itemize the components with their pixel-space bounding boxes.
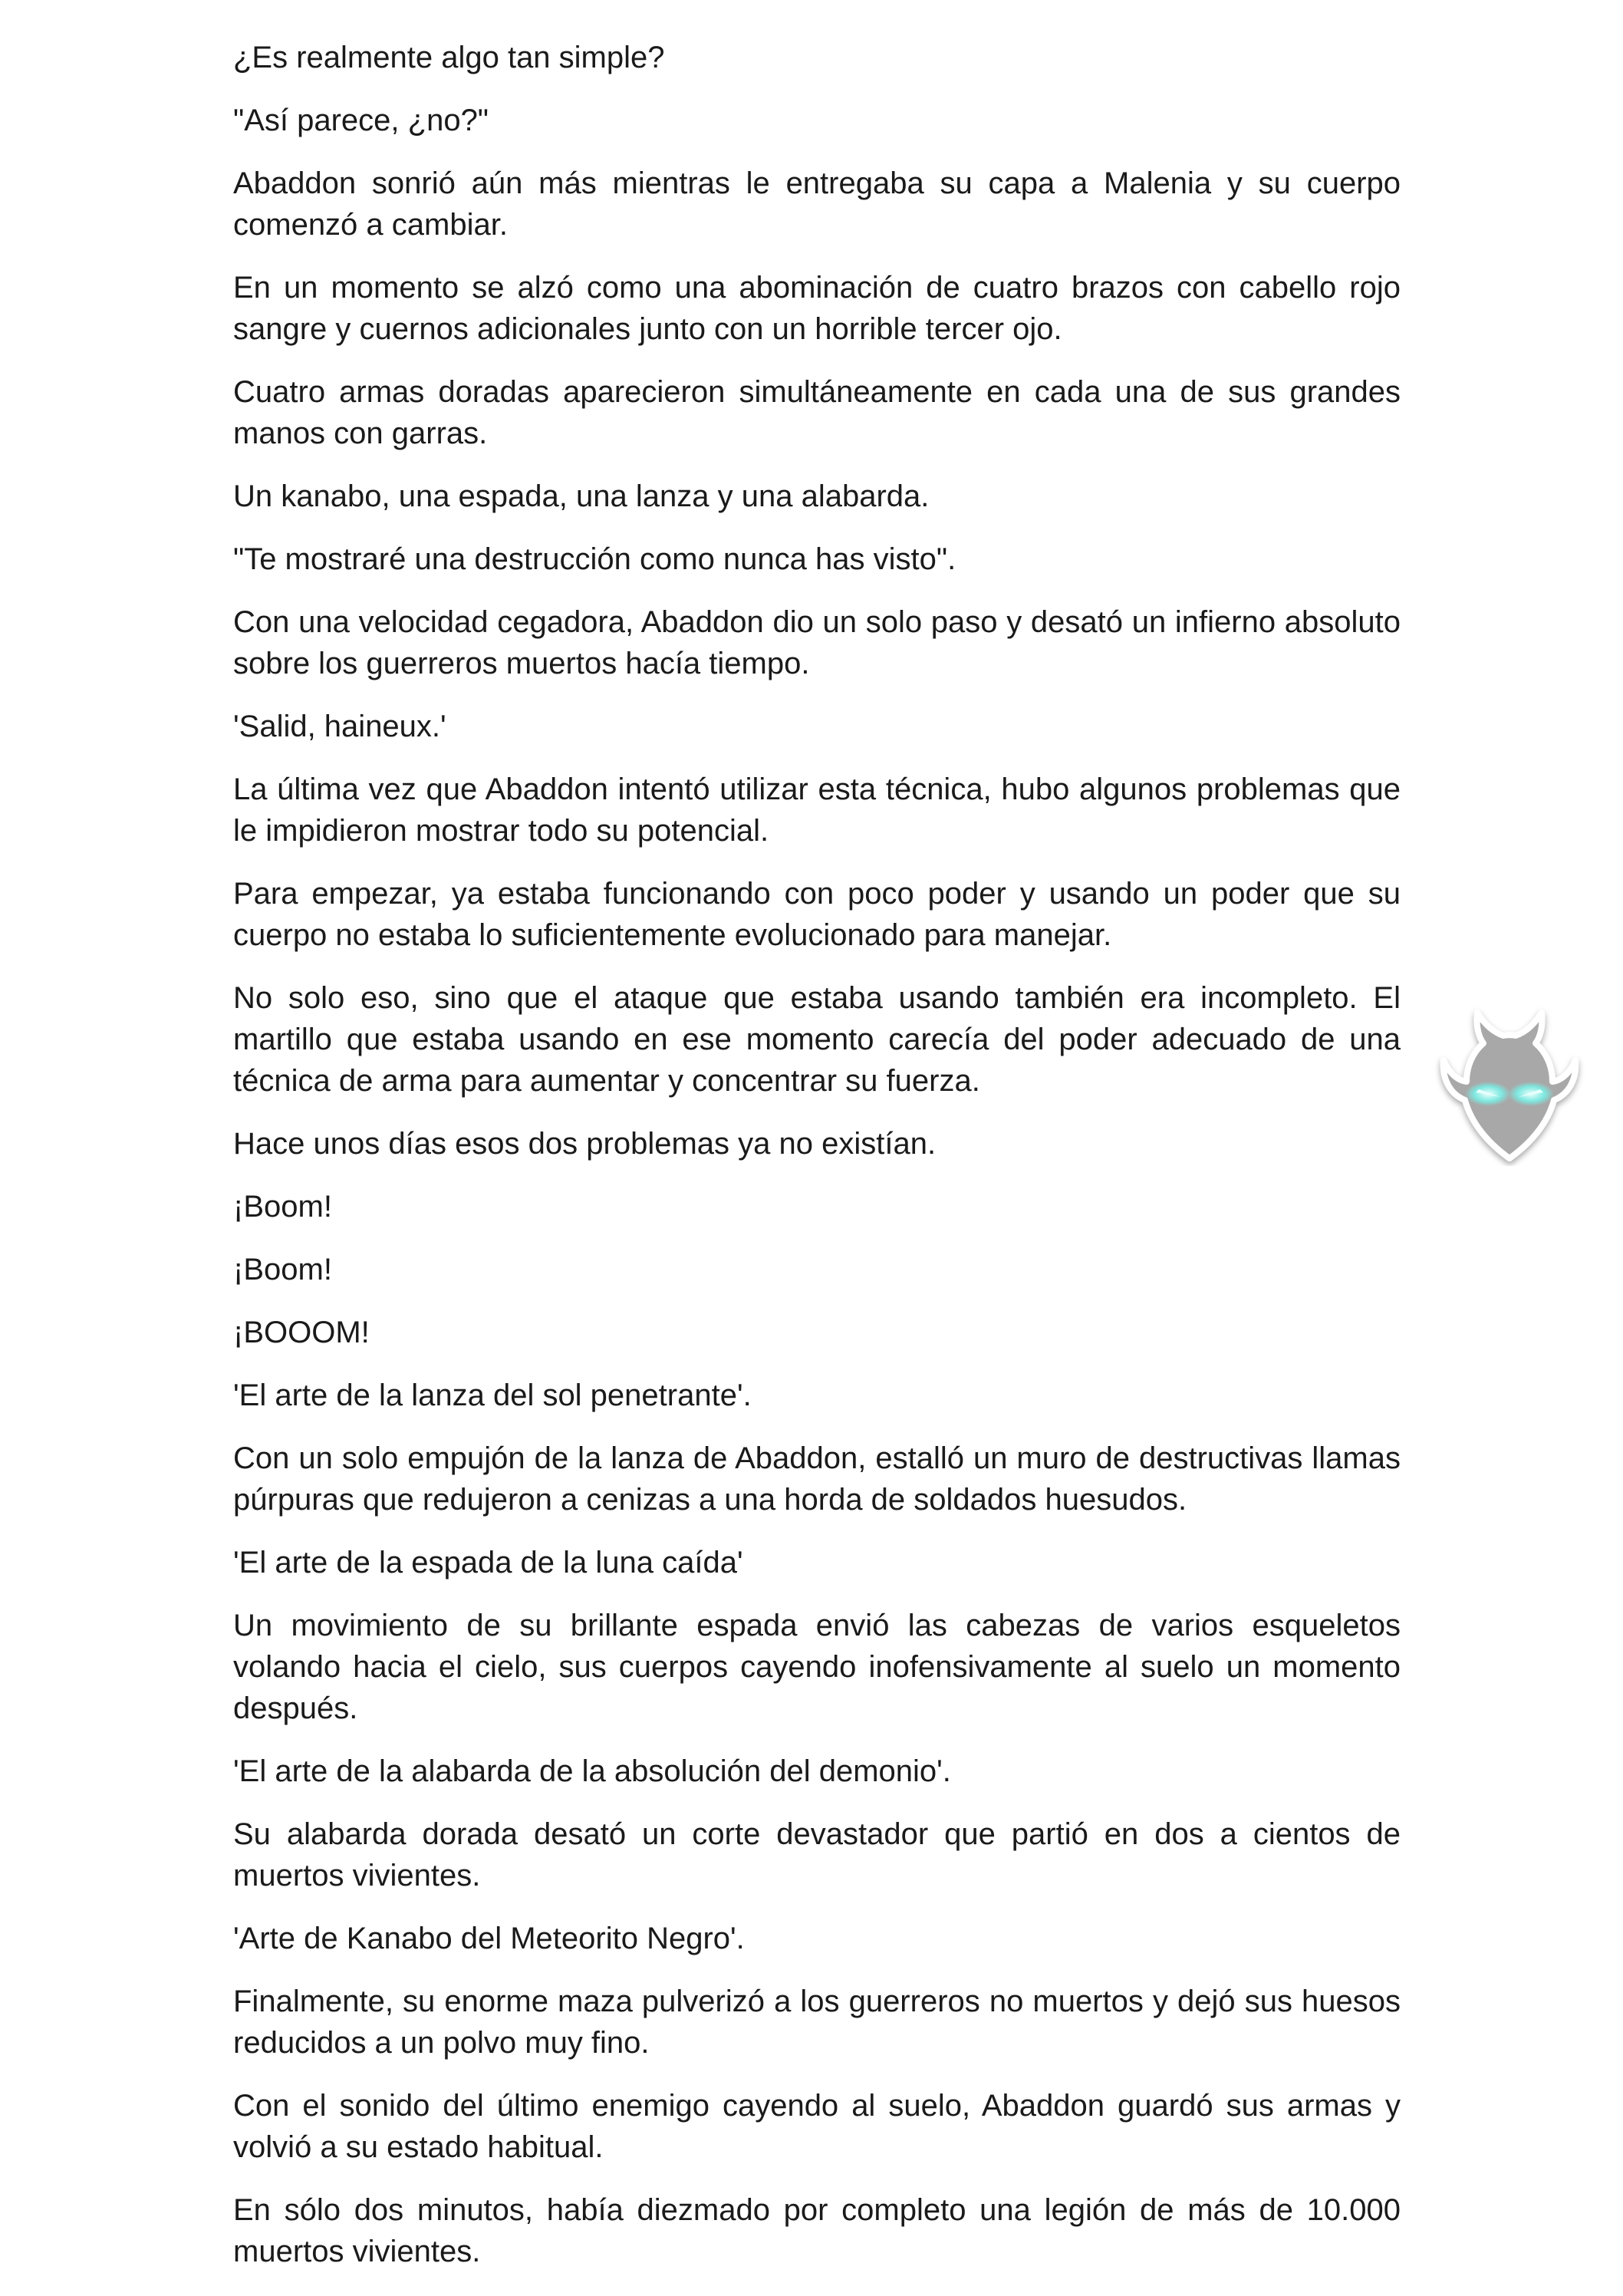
paragraph: Con el sonido del último enemigo cayendo al suelo, Abaddon guardó sus armas y volvió a su estado habitual. bbox=[233, 2089, 1401, 2164]
paragraph: 'El arte de la espada de la luna caída' bbox=[233, 1546, 743, 1580]
paragraph: La última vez que Abaddon intentó utilizar esta técnica, hubo algunos problemas que le impidieron mostrar todo su potencial. bbox=[233, 772, 1401, 848]
paragraph: ¿Es realmente algo tan simple? bbox=[233, 41, 665, 74]
paragraph: Su alabarda dorada desató un corte devastador que partió en dos a cientos de muertos vivientes. bbox=[233, 1817, 1401, 1892]
paragraph: 'El arte de la alabarda de la absolución del demonio'. bbox=[233, 1754, 951, 1788]
paragraph: En sólo dos minutos, había diezmado por completo una legión de más de 10.000 muertos vivientes. bbox=[233, 2193, 1401, 2268]
paragraph: Un kanabo, una espada, una lanza y una alabarda. bbox=[233, 479, 930, 513]
demon-head-icon bbox=[1433, 996, 1586, 1166]
paragraph: Abaddon sonrió aún más mientras le entregaba su capa a Malenia y su cuerpo comenzó a cambiar. bbox=[233, 166, 1401, 242]
paragraph: 'Arte de Kanabo del Meteorito Negro'. bbox=[233, 1922, 745, 1955]
paragraph: Con un solo empujón de la lanza de Abaddon, estalló un muro de destructivas llamas púrpuras que redujeron a cenizas a una horda de soldados huesudos. bbox=[233, 1441, 1401, 1517]
paragraph: ¡BOOOM! bbox=[233, 1316, 370, 1349]
paragraph: ¡Boom! bbox=[233, 1253, 332, 1286]
paragraph: En un momento se alzó como una abominación de cuatro brazos con cabello rojo sangre y cuernos adicionales junto con un horrible tercer ojo. bbox=[233, 271, 1401, 346]
paragraph: Un movimiento de su brillante espada envió las cabezas de varios esqueletos volando hacia el cielo, sus cuerpos cayendo inofensivamente al suelo un momento después. bbox=[233, 1609, 1401, 1725]
paragraph: Finalmente, su enorme maza pulverizó a los guerreros no muertos y dejó sus huesos reducidos a un polvo muy fino. bbox=[233, 1985, 1401, 2060]
paragraph: Para empezar, ya estaba funcionando con poco poder y usando un poder que su cuerpo no estaba lo suficientemente evolucionado para manejar. bbox=[233, 877, 1401, 952]
paragraph: ¡Boom! bbox=[233, 1190, 332, 1224]
paragraph: "Te mostraré una destrucción como nunca has visto". bbox=[233, 542, 956, 576]
document-body bbox=[233, 37, 1401, 2294]
paragraph: 'Salid, haineux.' bbox=[233, 710, 446, 743]
paragraph: "Así parece, ¿no?" bbox=[233, 104, 489, 137]
paragraph: Hace unos días esos dos problemas ya no existían. bbox=[233, 1127, 937, 1161]
paragraph: Cuatro armas doradas aparecieron simultáneamente en cada una de sus grandes manos con garras. bbox=[233, 375, 1401, 450]
paragraph: Con una velocidad cegadora, Abaddon dio un solo paso y desató un infierno absoluto sobre los guerreros muertos hacía tiempo. bbox=[233, 605, 1401, 680]
paragraph: 'El arte de la lanza del sol penetrante'. bbox=[233, 1379, 752, 1412]
paragraph: No solo eso, sino que el ataque que estaba usando también era incompleto. El martillo que estaba usando en ese momento carecía del poder adecuado de una técnica de arma para aumentar y concentrar su fuerza. bbox=[233, 981, 1401, 1098]
